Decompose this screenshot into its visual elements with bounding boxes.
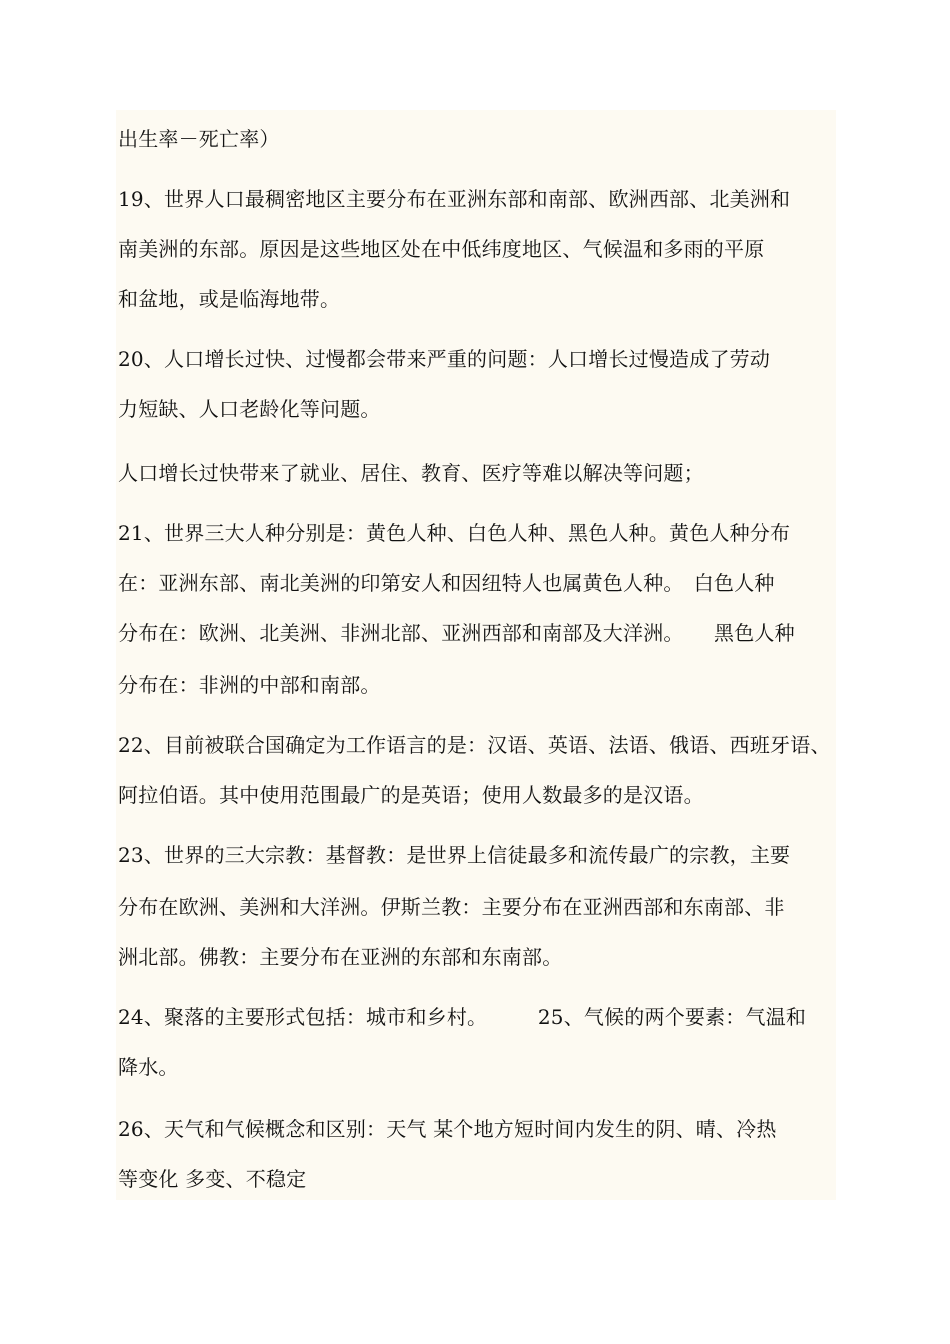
text-line: 分布在：欧洲、北美洲、非洲北部、亚洲西部和南部及大洋洲。 黑色人种 <box>118 621 795 645</box>
text-line: 等变化 多变、不稳定 <box>118 1167 307 1191</box>
text-line: 分布在欧洲、美洲和大洋洲。伊斯兰教：主要分布在亚洲西部和东南部、非 <box>118 895 785 919</box>
text-line: 洲北部。佛教：主要分布在亚洲的东部和东南部。 <box>118 945 563 969</box>
text-block-background <box>116 110 836 1200</box>
text-line: 22、目前被联合国确定为工作语言的是：汉语、英语、法语、俄语、西班牙语、 <box>118 733 831 757</box>
text-line: 和盆地，或是临海地带。 <box>118 287 341 311</box>
text-line: 力短缺、人口老龄化等问题。 <box>118 397 381 421</box>
text-line: 24、聚落的主要形式包括：城市和乡村。 25、气候的两个要素：气温和 <box>118 1005 807 1029</box>
text-line: 降水。 <box>118 1055 179 1079</box>
text-line: 出生率－死亡率） <box>118 127 280 151</box>
text-line: 南美洲的东部。原因是这些地区处在中低纬度地区、气候温和多雨的平原 <box>118 237 765 261</box>
text-line: 19、世界人口最稠密地区主要分布在亚洲东部和南部、欧洲西部、北美洲和 <box>118 187 791 211</box>
text-line: 阿拉伯语。其中使用范围最广的是英语；使用人数最多的是汉语。 <box>118 783 704 807</box>
text-line: 在：亚洲东部、南北美洲的印第安人和因纽特人也属黄色人种。 白色人种 <box>118 571 775 595</box>
text-line: 26、天气和气候概念和区别：天气 某个地方短时间内发生的阴、晴、冷热 <box>118 1117 777 1141</box>
text-line: 20、人口增长过快、过慢都会带来严重的问题：人口增长过慢造成了劳动 <box>118 347 771 371</box>
text-line: 21、世界三大人种分别是：黄色人种、白色人种、黑色人种。黄色人种分布 <box>118 521 791 545</box>
text-line: 23、世界的三大宗教：基督教：是世界上信徒最多和流传最广的宗教，主要 <box>118 843 791 867</box>
text-line: 分布在：非洲的中部和南部。 <box>118 673 381 697</box>
text-line: 人口增长过快带来了就业、居住、教育、医疗等难以解决等问题； <box>118 461 704 485</box>
